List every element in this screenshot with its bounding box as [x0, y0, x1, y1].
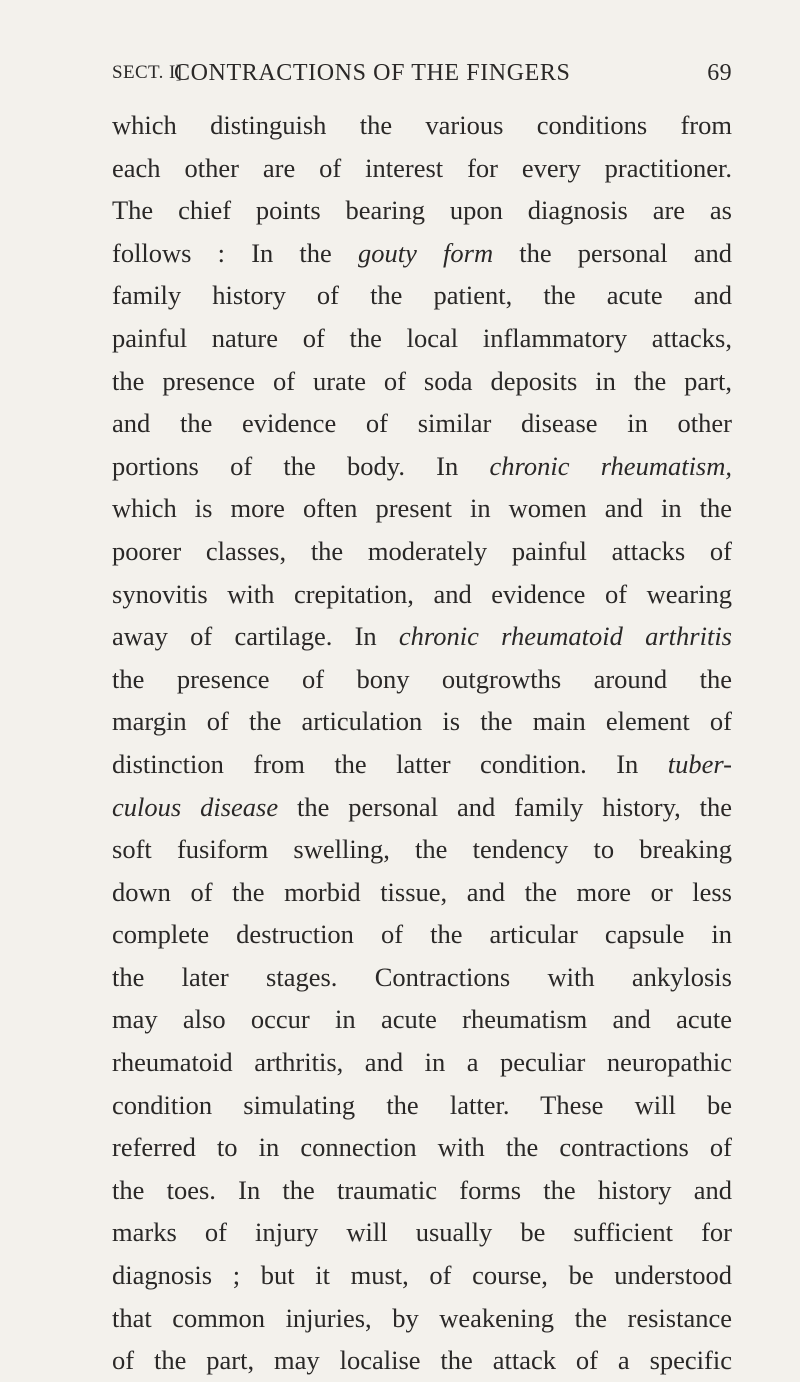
italic-term: tuber-	[667, 748, 732, 779]
text-segment: poorer classes, the moderately painful attacks of	[112, 535, 732, 566]
text-segment: may also occur in acute rheumatism and acute	[112, 1004, 732, 1035]
text-line	[112, 445, 732, 488]
text-line	[112, 998, 732, 1041]
text-line	[112, 1339, 732, 1382]
text-segment: soft fusiform swelling, the tendency to breaking	[112, 834, 732, 865]
section-label: SECT. I]	[112, 62, 183, 83]
text-segment: the presence of bony outgrowths around the	[112, 663, 732, 694]
italic-term: chronic rheumatism,	[489, 450, 733, 481]
text-segment: family history of the patient, the acute and	[112, 280, 732, 311]
text-line	[112, 274, 732, 317]
text-line	[112, 956, 732, 999]
italic-term: gouty form	[357, 237, 494, 268]
text-line	[112, 1126, 732, 1169]
italic-term: culous disease	[112, 791, 279, 822]
text-segment: condition simulating the latter. These will be	[112, 1089, 732, 1120]
text-segment: margin of the articulation is the main element of	[112, 706, 732, 737]
text-line	[112, 743, 732, 786]
page-number: 69	[707, 60, 732, 86]
text-line	[112, 104, 732, 147]
text-line	[112, 786, 732, 829]
text-line	[112, 1211, 732, 1254]
text-line	[112, 189, 732, 232]
text-segment: the personal and family history, the	[278, 791, 732, 822]
text-segment: referred to in connection with the contractions of	[112, 1132, 732, 1163]
text-segment: distinction from the latter condition. In	[112, 748, 668, 779]
text-segment: away of cartilage. In	[112, 621, 399, 652]
text-segment: painful nature of the local inflammatory attacks,	[112, 322, 732, 353]
text-line	[112, 1254, 732, 1297]
text-line	[112, 1169, 732, 1212]
text-segment: follows : In the	[112, 237, 358, 268]
text-line	[112, 530, 732, 573]
text-segment: rheumatoid arthritis, and in a peculiar neuropathic	[112, 1047, 732, 1078]
text-line	[112, 232, 732, 275]
text-segment: which distinguish the various conditions from	[112, 110, 732, 140]
text-segment: complete destruction of the articular capsule in	[112, 919, 732, 950]
text-line	[112, 1297, 732, 1340]
text-segment: and the evidence of similar disease in other	[112, 408, 732, 439]
text-segment: synovitis with crepitation, and evidence of wearing	[112, 578, 732, 609]
text-segment: of the part, may localise the attack of a specific	[112, 1345, 732, 1376]
text-line	[112, 317, 732, 360]
body-text	[112, 104, 732, 1382]
running-header	[112, 60, 732, 94]
text-line	[112, 658, 732, 701]
italic-term: chronic rheumatoid arthritis	[398, 621, 732, 652]
text-line	[112, 700, 732, 743]
text-segment: the personal and	[493, 237, 733, 268]
text-line	[112, 913, 732, 956]
text-segment: the later stages. Contractions with ankylosis	[112, 961, 732, 992]
text-line	[112, 147, 732, 190]
chapter-title: CONTRACTIONS OF THE FINGERS	[174, 60, 571, 86]
text-segment: each other are of interest for every practitioner.	[112, 152, 732, 183]
text-line	[112, 615, 732, 658]
text-segment: The chief points bearing upon diagnosis are as	[112, 195, 732, 226]
text-line	[112, 360, 732, 403]
text-segment: marks of injury will usually be sufficient for	[112, 1217, 732, 1248]
text-segment: down of the morbid tissue, and the more or less	[112, 876, 732, 907]
text-line	[112, 402, 732, 445]
text-segment: which is more often present in women and in the	[112, 493, 732, 524]
text-segment: portions of the body. In	[112, 450, 490, 481]
text-segment: the toes. In the traumatic forms the history and	[112, 1174, 732, 1205]
text-line	[112, 487, 732, 530]
text-line	[112, 871, 732, 914]
text-line	[112, 573, 732, 616]
text-line	[112, 1041, 732, 1084]
text-segment: the presence of urate of soda deposits in the part,	[112, 365, 732, 396]
text-segment: diagnosis ; but it must, of course, be understood	[112, 1260, 732, 1291]
text-line	[112, 828, 732, 871]
text-segment: that common injuries, by weakening the resistance	[112, 1302, 732, 1333]
text-line	[112, 1084, 732, 1127]
